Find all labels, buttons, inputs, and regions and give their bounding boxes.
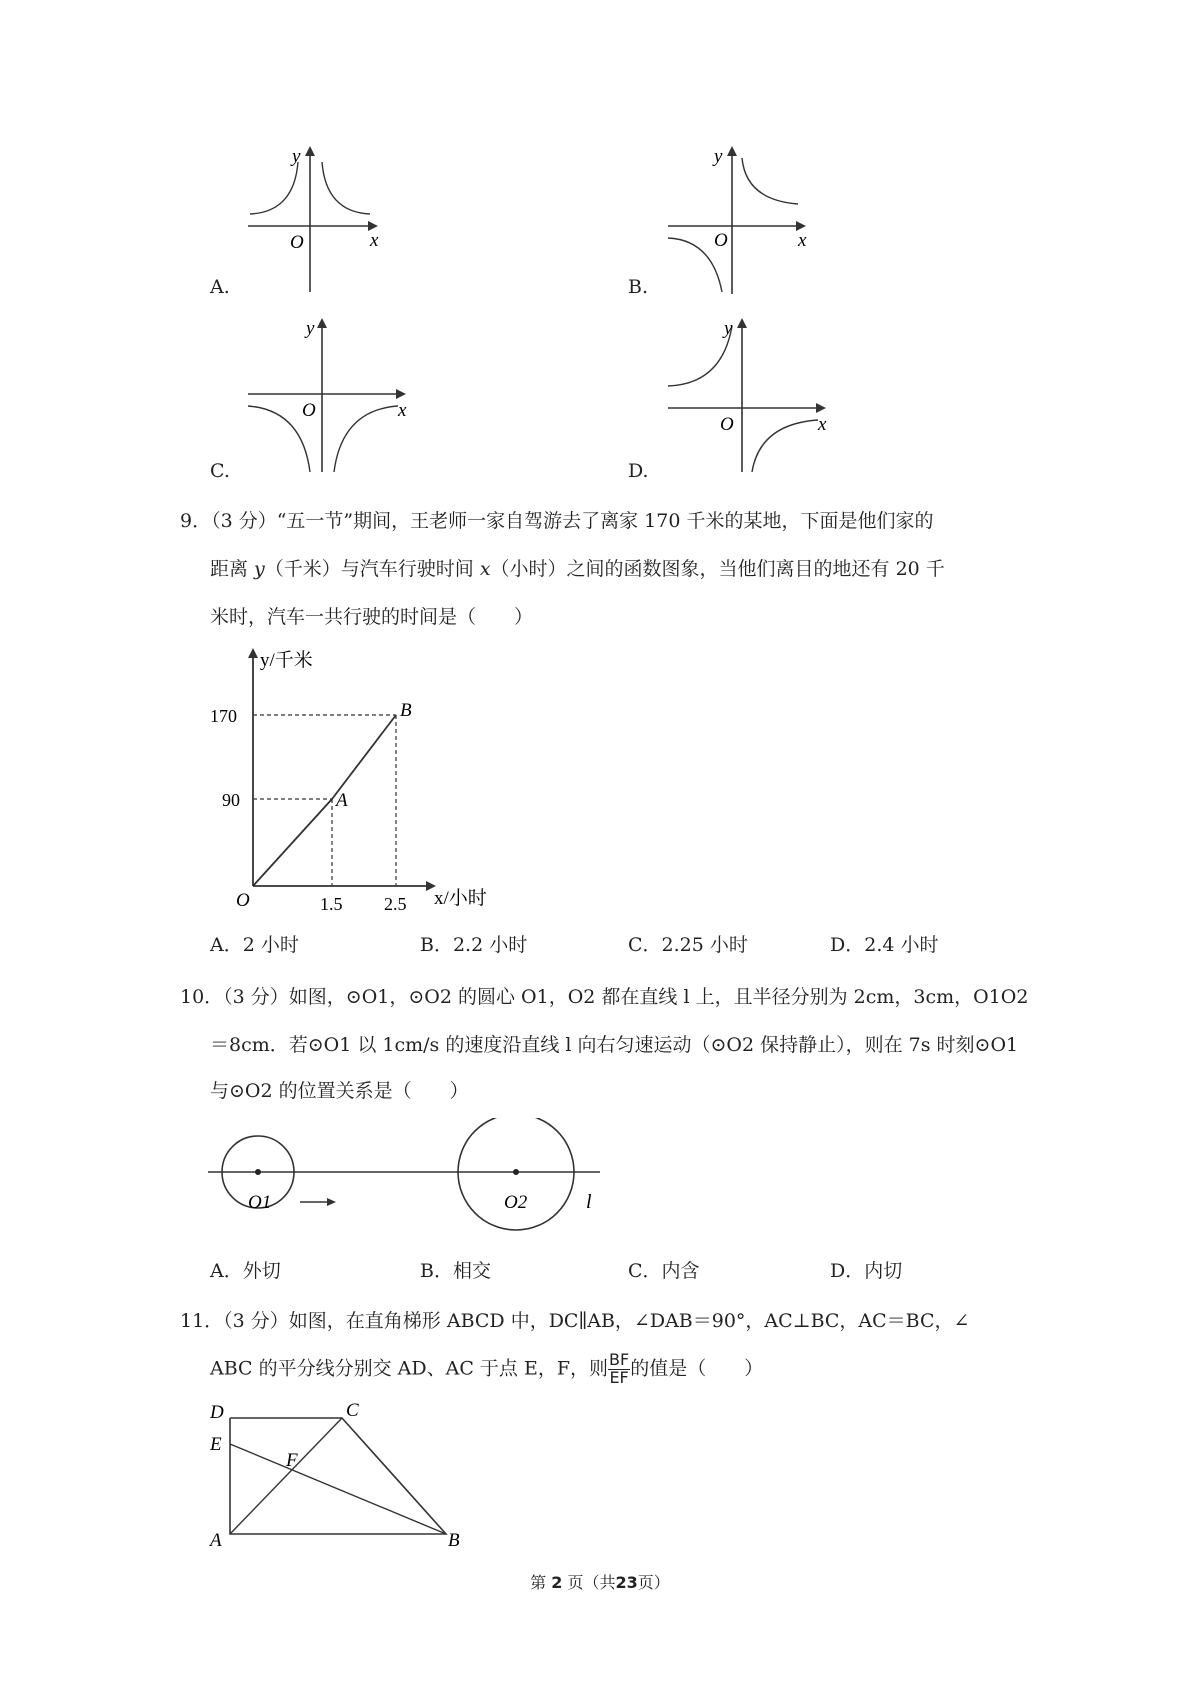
footer-pre: 第: [530, 1573, 547, 1592]
q9-line2-c: （小时）之间的函数图象，当他们离目的地还有 20 千: [490, 558, 945, 580]
q9-var-y: y: [254, 558, 265, 580]
q10-option-c[interactable]: C．内含: [628, 1260, 700, 1282]
option-a-letter: A.: [210, 276, 230, 298]
option-c-letter: C.: [210, 460, 230, 482]
q10-o2-label: O2: [504, 1192, 528, 1213]
graph-b-y-label: y: [714, 146, 723, 167]
q9-origin: O: [236, 890, 250, 910]
q10-o1-label: O1: [248, 1192, 272, 1213]
q11-figure: [200, 1394, 480, 1554]
graph-a-x-label: x: [370, 230, 379, 251]
q11-fraction: [608, 1352, 630, 1387]
q11-label-b: B: [448, 1530, 460, 1551]
graph-a: [240, 140, 390, 300]
q9-ylabel: y/千米: [260, 650, 313, 671]
graph-d: [660, 312, 840, 482]
q11-line2: [210, 1352, 763, 1387]
option-d-letter: D.: [628, 460, 649, 482]
q9-option-c[interactable]: C．2.25 小时: [628, 934, 748, 956]
q10-option-b[interactable]: B．相交: [420, 1260, 491, 1282]
q9-xlabel: x/小时: [434, 888, 487, 909]
q9-point-a: A: [336, 790, 348, 811]
q11-label-c: C: [346, 1400, 359, 1421]
q9-var-x: x: [479, 558, 491, 580]
graph-c: [240, 312, 420, 482]
q9-option-a[interactable]: A．2 小时: [210, 934, 299, 956]
q11-label-e: E: [210, 1434, 222, 1455]
option-b-letter: B.: [628, 276, 649, 298]
q10-figure: [200, 1118, 620, 1258]
footer-mid: 页（共: [567, 1573, 616, 1592]
graph-d-origin: O: [720, 414, 734, 435]
graph-c-x-label: x: [398, 400, 407, 421]
q9-tick-170: 170: [210, 706, 237, 726]
q11-line2-b: 的值是（ ）: [630, 1357, 764, 1380]
graph-b-origin: O: [714, 230, 728, 251]
q11-line2-a: ABC 的平分线分别交 AD、AC 于点 E，F，则: [210, 1357, 608, 1380]
q9-line2: [210, 554, 945, 581]
graph-c-y-label: y: [306, 318, 315, 339]
q9-tick-1-5: 1.5: [320, 894, 343, 910]
q10-line1: 10．（3 分）如图，⊙O1，⊙O2 的圆心 O1，O2 都在直线 l 上，且半径分别为 2cm，3cm，O1O2: [180, 986, 1029, 1008]
q11-line1: 11．（3 分）如图，在直角梯形 ABCD 中，DC∥AB，∠DAB＝90°，AC⊥BC，AC＝BC，∠: [180, 1310, 970, 1332]
graph-d-x-label: x: [818, 414, 827, 435]
q9-option-b[interactable]: B．2.2 小时: [420, 934, 528, 956]
q11-frac-num: BF: [609, 1350, 630, 1369]
q9-tick-90: 90: [222, 790, 240, 810]
footer-total-pages: 23: [615, 1573, 638, 1592]
q11-label-a: A: [210, 1530, 222, 1551]
q10-line-label: l: [586, 1191, 592, 1213]
graph-a-y-label: y: [292, 146, 301, 167]
graph-c-origin: O: [302, 400, 316, 421]
footer-page-number: 2: [551, 1573, 563, 1592]
q9-line1: 9．（3 分）“五一节”期间，王老师一家自驾游去了离家 170 千米的某地，下面是他们家的: [180, 510, 934, 532]
graph-d-y-label: y: [724, 318, 733, 339]
q9-line3: 米时，汽车一共行驶的时间是（ ）: [210, 606, 534, 628]
q10-option-d[interactable]: D．内切: [830, 1260, 903, 1282]
q9-option-d[interactable]: D．2.4 小时: [830, 934, 939, 956]
q9-point-b: B: [400, 700, 412, 721]
graph-b-x-label: x: [798, 230, 807, 251]
graph-b: [660, 140, 820, 300]
q10-line3: 与⊙O2 的位置关系是（ ）: [210, 1080, 469, 1102]
q9-line2-a: 距离: [210, 558, 255, 580]
q10-line2: ＝8cm．若⊙O1 以 1cm/s 的速度沿直线 l 向右匀速运动（⊙O2 保持静止），则在 7s 时刻⊙O1: [210, 1034, 1019, 1056]
q9-graph: [208, 640, 508, 910]
q11-label-f: F: [286, 1450, 298, 1471]
graph-a-origin: O: [290, 232, 304, 253]
footer-post: 页）: [637, 1573, 670, 1592]
q9-line2-b: （千米）与汽车行驶时间: [264, 558, 480, 580]
q9-tick-2-5: 2.5: [384, 894, 407, 910]
page-footer: [0, 1570, 1200, 1593]
q11-label-d: D: [210, 1402, 224, 1423]
q10-option-a[interactable]: A．外切: [210, 1260, 281, 1282]
q11-frac-den: EF: [609, 1367, 629, 1387]
